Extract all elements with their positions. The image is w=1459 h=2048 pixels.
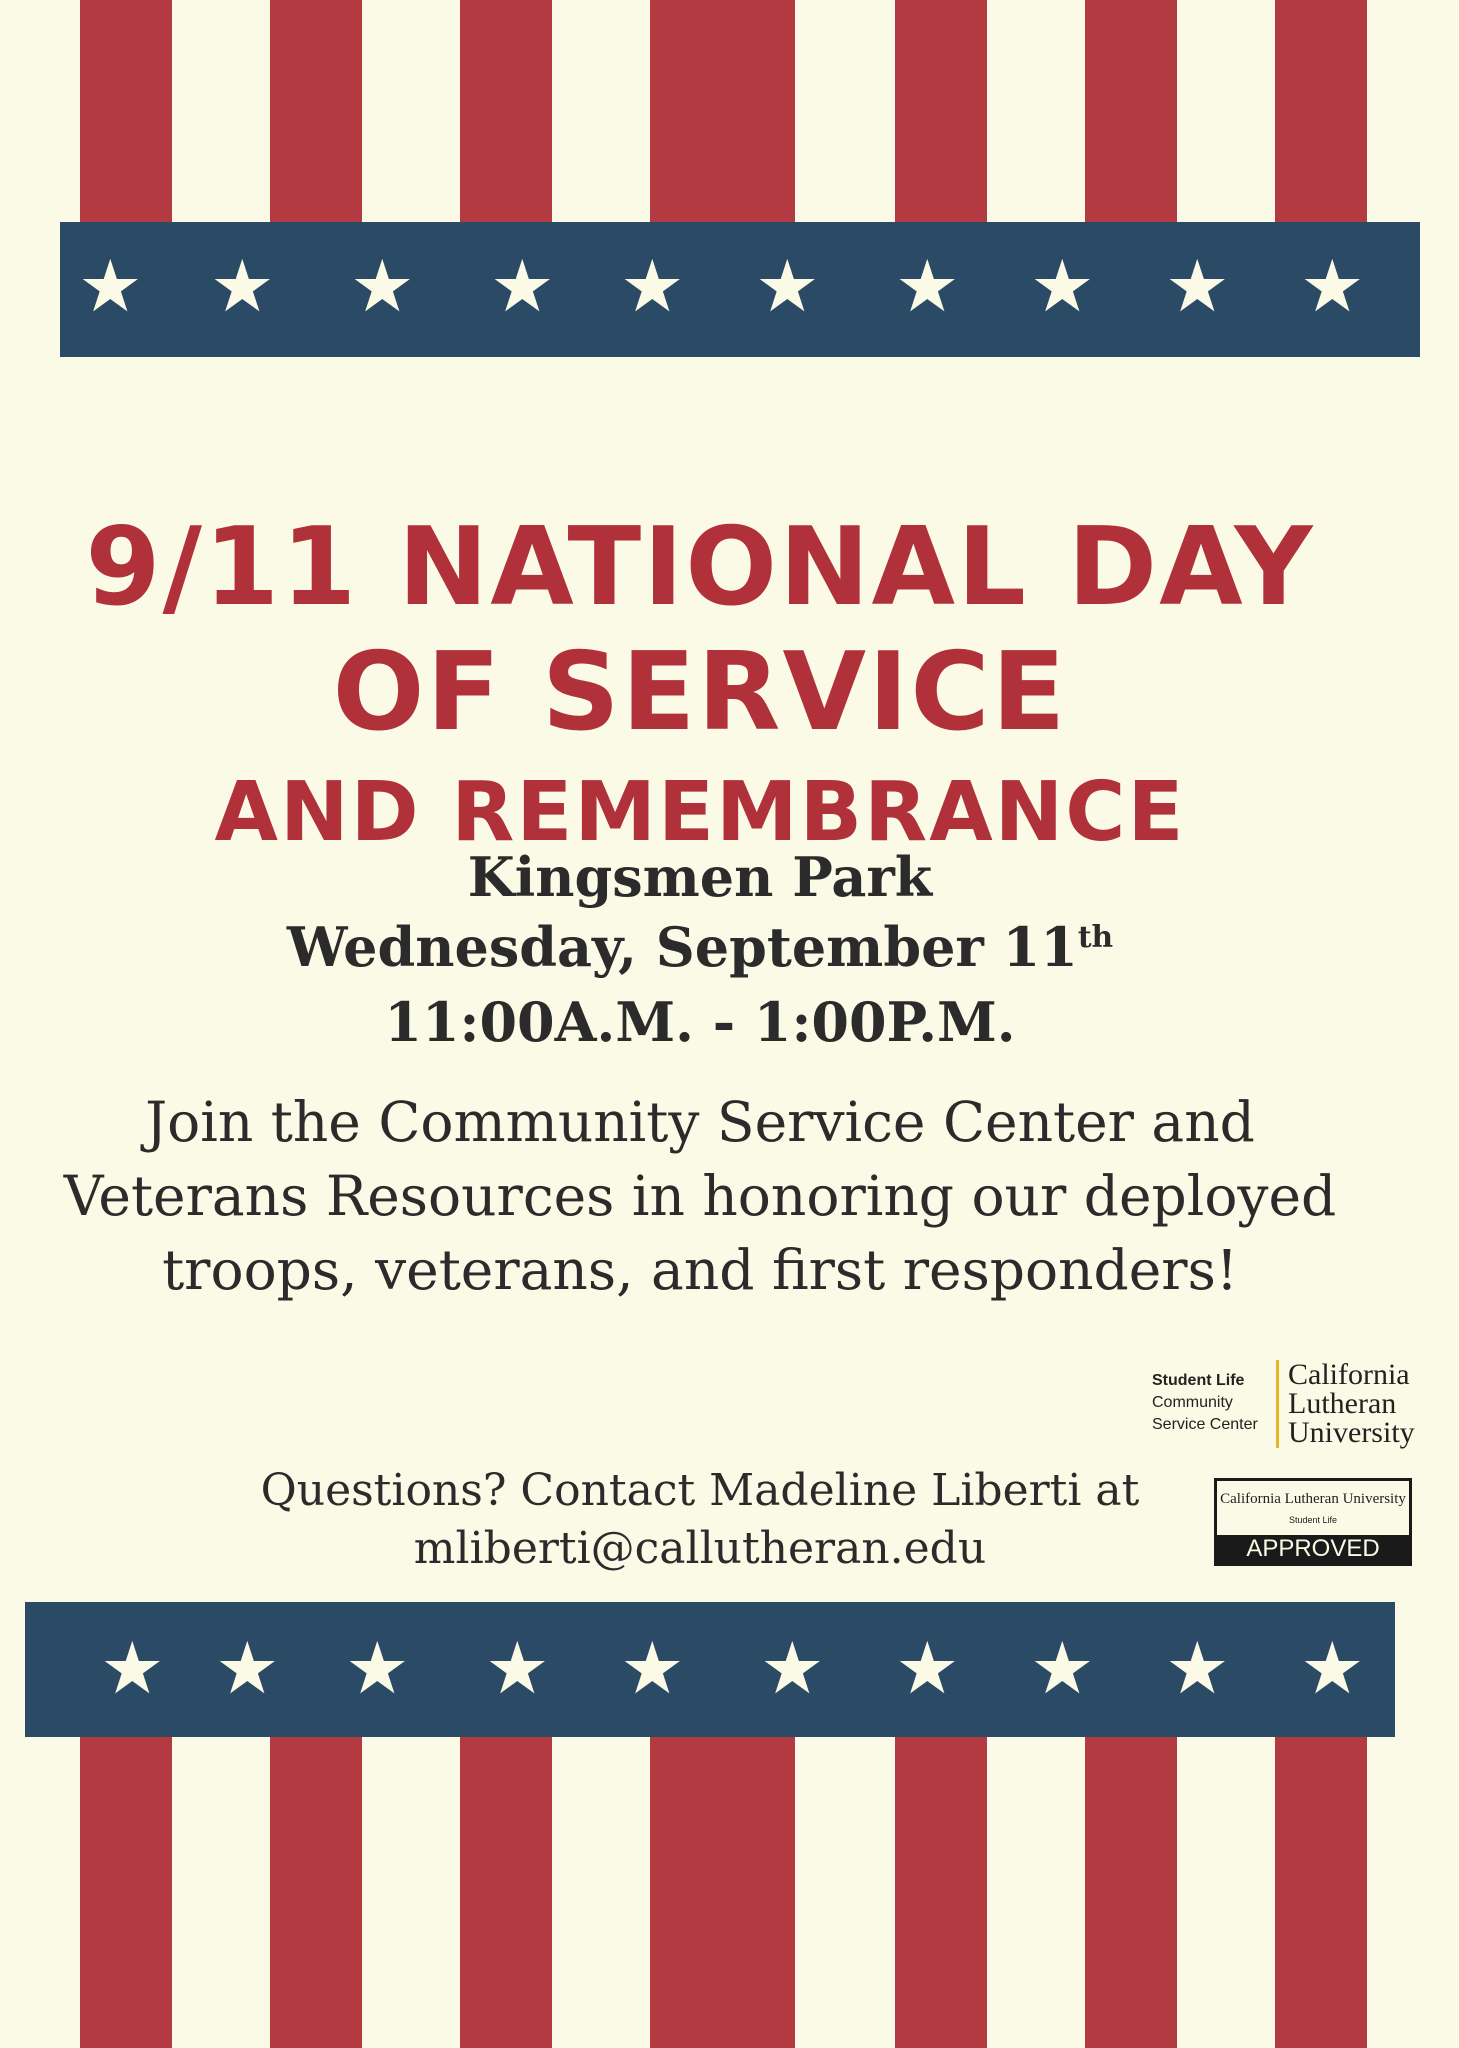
title-line-1: 9/11 NATIONAL DAY OF SERVICE: [85, 505, 1315, 755]
logo-university-line-2: Lutheran: [1288, 1387, 1397, 1420]
contact-info: [0, 1462, 1400, 1578]
logo-university-line-1: California: [1288, 1358, 1410, 1391]
star-icon: ★: [760, 1626, 825, 1710]
star-icon: ★: [895, 1626, 960, 1710]
bottom-red-stripe: [650, 1737, 795, 2048]
star-icon: ★: [215, 1626, 280, 1710]
star-icon: ★: [78, 244, 143, 328]
bottom-red-stripe: [80, 1737, 172, 2048]
logo-divider: [1276, 1360, 1279, 1448]
logo-university: [1288, 1360, 1415, 1447]
event-location: Kingsmen Park: [467, 845, 933, 909]
star-icon: ★: [1300, 1626, 1365, 1710]
stamp-department: Student Life: [1288, 1515, 1338, 1525]
stamp-approved-label: APPROVED: [1217, 1535, 1409, 1563]
top-red-stripe: [80, 0, 172, 225]
star-icon: ★: [1165, 1626, 1230, 1710]
event-date-suffix: th: [1077, 920, 1114, 955]
star-icon: ★: [1030, 244, 1095, 328]
star-icon: ★: [490, 244, 555, 328]
top-red-stripe: [1085, 0, 1177, 225]
event-date-main: Wednesday, September 11: [286, 915, 1078, 979]
star-icon: ★: [755, 244, 820, 328]
star-icon: ★: [100, 1626, 165, 1710]
logo-university-line-3: University: [1288, 1416, 1415, 1449]
bottom-red-stripe: [895, 1737, 987, 2048]
description-line-3: troops, veterans, and first responders!: [162, 1238, 1238, 1302]
star-icon: ★: [345, 1626, 410, 1710]
logo-department: [1152, 1370, 1258, 1436]
star-icon: ★: [210, 244, 275, 328]
star-icon: ★: [895, 244, 960, 328]
bottom-red-stripe: [270, 1737, 362, 2048]
description-line-2: Veterans Resources in honoring our deployed: [63, 1164, 1337, 1228]
star-icon: ★: [620, 244, 685, 328]
logo-dept-line-3: Service Center: [1152, 1416, 1258, 1433]
description-line-1: Join the Community Service Center and: [145, 1090, 1255, 1154]
contact-email: mliberti@callutheran.edu: [413, 1523, 987, 1574]
top-red-stripe: [460, 0, 552, 225]
bottom-red-stripe: [1085, 1737, 1177, 2048]
approved-stamp: [1214, 1478, 1412, 1566]
top-red-stripe: [895, 0, 987, 225]
logo-dept-line-2: Community: [1152, 1394, 1233, 1411]
star-icon: ★: [350, 244, 415, 328]
star-icon: ★: [1030, 1626, 1095, 1710]
event-date: [0, 915, 1400, 979]
title-line-2: AND REMEMBRANCE: [214, 765, 1186, 860]
bottom-red-stripe: [460, 1737, 552, 2048]
top-red-stripe: [1275, 0, 1367, 225]
top-red-stripe: [650, 0, 795, 225]
logo-dept-line-1: Student Life: [1152, 1372, 1245, 1389]
star-icon: ★: [1300, 244, 1365, 328]
star-icon: ★: [1165, 244, 1230, 328]
event-time: 11:00A.M. - 1:00P.M.: [384, 990, 1016, 1054]
event-title: [0, 505, 1400, 860]
star-icon: ★: [620, 1626, 685, 1710]
event-description: [0, 1085, 1400, 1307]
bottom-red-stripe: [1275, 1737, 1367, 2048]
stamp-university: California Lutheran University: [1220, 1491, 1406, 1507]
cal-lutheran-logo: [1152, 1360, 1417, 1450]
top-red-stripe: [270, 0, 362, 225]
contact-line-1: Questions? Contact Madeline Liberti at: [260, 1465, 1140, 1516]
star-icon: ★: [485, 1626, 550, 1710]
